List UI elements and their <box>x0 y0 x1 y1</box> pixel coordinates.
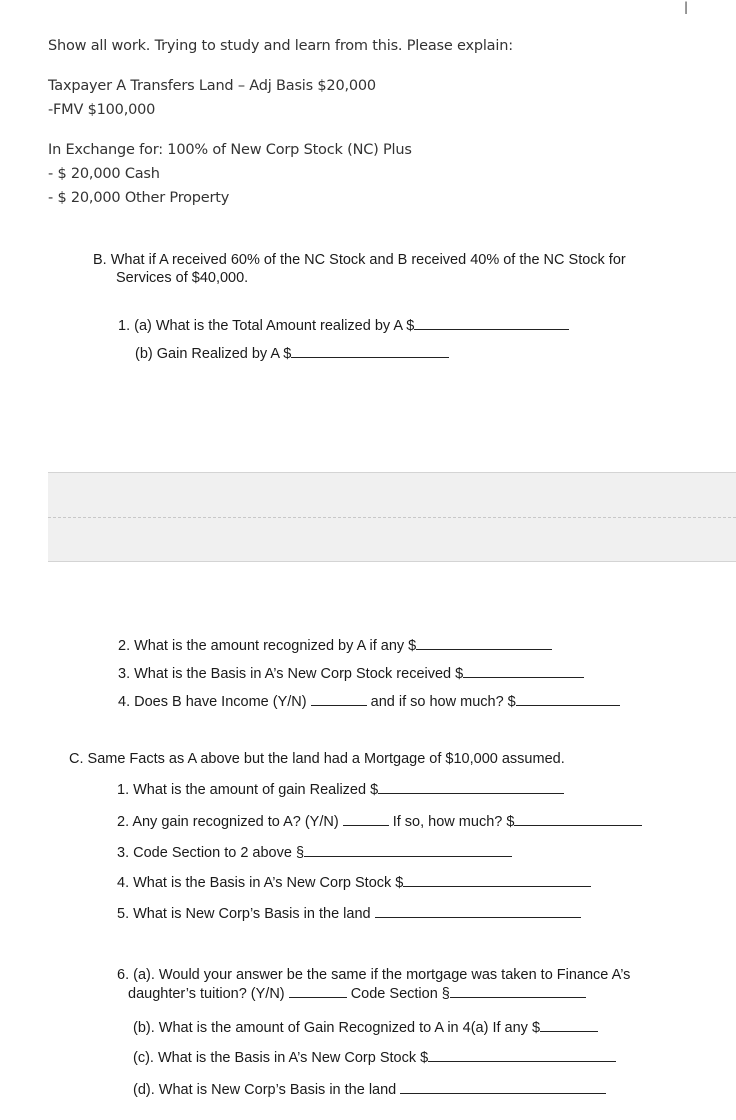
answer-blank[interactable] <box>291 345 449 358</box>
question-c-6d: (d). What is New Corp’s Basis in the land <box>133 1081 606 1098</box>
intro-other-property: - $ 20,000 Other Property <box>48 190 230 206</box>
answer-blank[interactable] <box>375 905 581 918</box>
intro-cash: - $ 20,000 Cash <box>48 166 160 182</box>
answer-blank[interactable] <box>428 1049 616 1062</box>
answer-blank[interactable] <box>450 985 586 998</box>
answer-blank[interactable] <box>414 317 569 330</box>
question-c-6a-cont: daughter’s tuition? (Y/N) Code Section § <box>128 985 586 1002</box>
answer-blank[interactable] <box>516 693 620 706</box>
answer-blank[interactable] <box>378 781 564 794</box>
question-b-2: 2. What is the amount recognized by A if any $ <box>118 637 552 654</box>
answer-blank[interactable] <box>311 693 367 706</box>
question-b-1a: 1. (a) What is the Total Amount realized by A $ <box>118 317 569 334</box>
question-b-3: 3. What is the Basis in A’s New Corp Stock received $ <box>118 665 584 682</box>
answer-blank[interactable] <box>403 874 591 887</box>
answer-blank[interactable] <box>540 1019 598 1032</box>
intro-exchange: In Exchange for: 100% of New Corp Stock (NC) Plus <box>48 142 412 158</box>
question-c-2: 2. Any gain recognized to A? (Y/N) If so, how much? $ <box>117 813 642 830</box>
part-c-heading: C. Same Facts as A above but the land had a Mortgage of $10,000 assumed. <box>69 751 565 767</box>
question-b-4: 4. Does B have Income (Y/N) and if so how much? $ <box>118 693 620 710</box>
question-c-4: 4. What is the Basis in A’s New Corp Stock $ <box>117 874 591 891</box>
question-c-1: 1. What is the amount of gain Realized $ <box>117 781 564 798</box>
intro-land-fmv: -FMV $100,000 <box>48 102 156 118</box>
divider-dashed <box>48 517 736 518</box>
divider-bottom <box>48 561 736 562</box>
part-b-heading: B. What if A received 60% of the NC Stock and B received 40% of the NC Stock for <box>93 252 626 268</box>
intro-instruction: Show all work. Trying to study and learn from this. Please explain: <box>48 38 513 54</box>
answer-blank[interactable] <box>463 665 584 678</box>
question-c-5: 5. What is New Corp’s Basis in the land <box>117 905 581 922</box>
answer-blank[interactable] <box>514 813 642 826</box>
answer-blank[interactable] <box>343 813 389 826</box>
answer-blank[interactable] <box>289 985 347 998</box>
question-c-3: 3. Code Section to 2 above § <box>117 844 512 861</box>
question-c-6a: 6. (a). Would your answer be the same if the mortgage was taken to Finance A’s <box>117 967 631 983</box>
part-b-heading-cont: Services of $40,000. <box>116 270 249 286</box>
answer-blank[interactable] <box>416 637 552 650</box>
question-c-6b: (b). What is the amount of Gain Recognized to A in 4(a) If any $ <box>133 1019 598 1036</box>
intro-land-basis: Taxpayer A Transfers Land – Adj Basis $20,000 <box>48 78 376 94</box>
question-c-6c: (c). What is the Basis in A’s New Corp Stock $ <box>133 1049 616 1066</box>
corner-mark: | <box>684 0 689 14</box>
question-b-1b: (b) Gain Realized by A $ <box>135 345 449 362</box>
answer-blank[interactable] <box>400 1081 606 1094</box>
answer-blank[interactable] <box>304 844 512 857</box>
